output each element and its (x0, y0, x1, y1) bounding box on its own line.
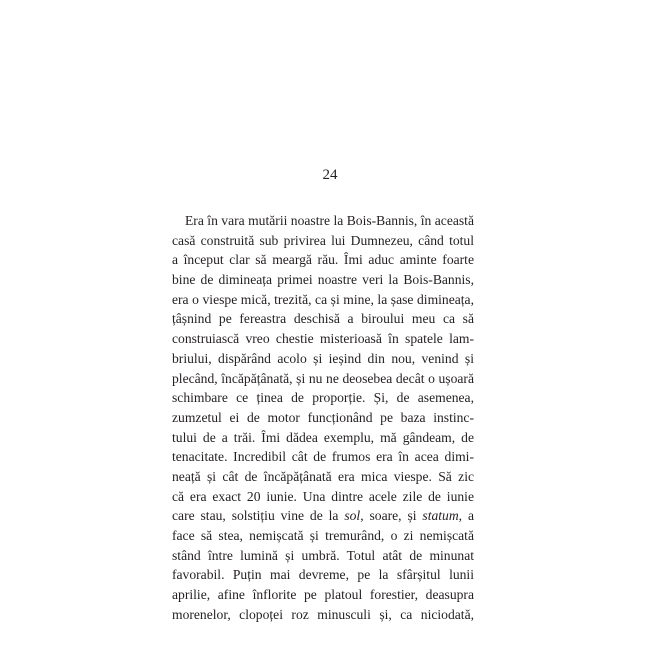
text-line: aprilie, afine înflorite pe platoul forestier, deasupra (172, 587, 474, 603)
text-line: bine de dimineața primei noastre veri la Bois-Bannis, (172, 272, 474, 288)
text-line: plecând, încăpățânată, și nu ne deosebea decât o ușoară (172, 370, 474, 386)
text-line: tenacitate. Incredibil cât de frumos era în acea dimi- (172, 449, 474, 465)
text-line-with-italics (172, 506, 474, 526)
text-segment: , soare, și (360, 508, 423, 524)
text-segment: , a (458, 508, 474, 524)
text-line: că era exact 20 iunie. Una dintre acele zile de iunie (172, 488, 474, 504)
text-line: morenelor, clopoței roz minusculi și, ca niciodată, (172, 606, 474, 622)
text-segment: care stau, solstițiu vine de la (172, 508, 345, 524)
text-line: a început clar să meargă rău. Îmi aduc aminte foarte (172, 252, 474, 268)
italic-word-sol: sol (344, 508, 361, 524)
text-line: țâșnind pe fereastra deschisă a biroului meu ca să (172, 311, 474, 327)
text-line: neață și cât de încăpățânată era mica viespe. Să zic (172, 468, 474, 484)
text-line: zumzetul ei de motor funcționând pe baza instinc- (172, 409, 474, 425)
text-line: schimbare ce ținea de proporție. Și, de asemenea, (172, 390, 474, 406)
page-number: 24 (322, 167, 338, 183)
body-paragraph (172, 211, 474, 624)
text-line: briului, dispărând acolo și ieșind din nou, venind și (172, 350, 474, 366)
text-line: era o viespe mică, trezită, ca și mine, la șase dimineața, (172, 291, 474, 307)
text-line: stând între lumină și umbră. Totul atât de minunat (172, 547, 474, 563)
text-line: face să stea, nemișcată și tremurând, o zi nemișcată (172, 528, 474, 543)
text-line: tului de a trăi. Îmi dădea exemplu, mă gândeam, de (172, 429, 474, 445)
text-line: Era în vara mutării noastre la Bois-Bannis, în această (185, 213, 474, 228)
text-line: favorabil. Puțin mai devreme, pe la sfârșitul lunii (172, 567, 474, 583)
text-line: construiască vreo chestie misterioasă în spatele lam- (172, 331, 474, 347)
text-line: casă construită sub privirea lui Dumnezeu, când totul (172, 232, 474, 248)
italic-word-statum: statum (422, 508, 459, 524)
